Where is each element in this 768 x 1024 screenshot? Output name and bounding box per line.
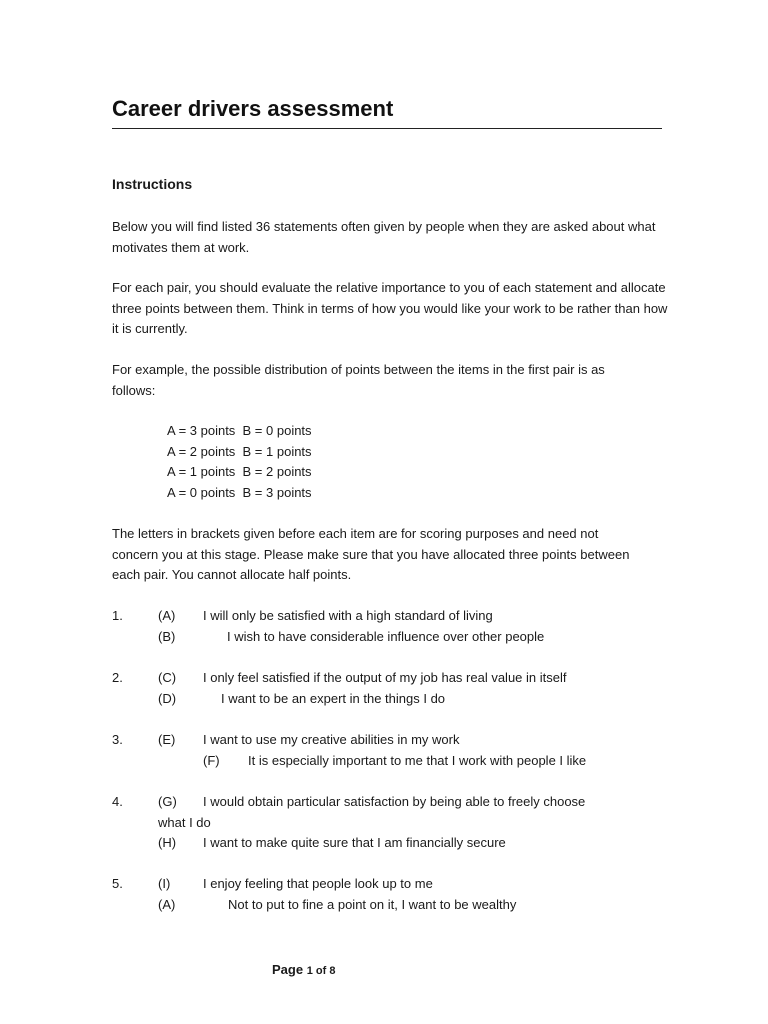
question-number: 3. xyxy=(112,732,123,747)
item-statement: I would obtain particular satisfaction by being able to freely choose xyxy=(203,794,586,809)
item-letter: (I) xyxy=(158,876,171,891)
item-statement: I wish to have considerable influence over other people xyxy=(227,628,545,644)
item-statement-continuation: what I do xyxy=(158,814,211,830)
question-4 xyxy=(112,792,672,854)
paragraph-scoring: The letters in brackets given before each item are for scoring purposes and need not concern you at this stage. Please make sure that you have allocated three points between each pair. You cannot allocate half points. xyxy=(112,526,630,582)
item-letter: (F) xyxy=(203,752,220,768)
question-3 xyxy=(112,730,672,771)
item-letter: (D) xyxy=(158,690,177,706)
item-statement: I want to use my creative abilities in my work xyxy=(203,732,460,747)
instructions-heading: Instructions xyxy=(112,176,193,192)
item-statement: I want to make quite sure that I am financially secure xyxy=(203,835,506,850)
document-title: Career drivers assessment xyxy=(112,94,662,129)
item-statement: I only feel satisfied if the output of my job has real value in itself xyxy=(203,670,567,685)
item-letter: (C) xyxy=(158,670,177,685)
question-1 xyxy=(112,606,672,647)
question-number: 2. xyxy=(112,670,123,685)
item-statement: I enjoy feeling that people look up to me xyxy=(203,876,433,891)
question-number: 5. xyxy=(112,876,123,891)
paragraph-intro: Below you will find listed 36 statements often given by people when they are asked about what motivates them at work. xyxy=(112,219,656,255)
distribution-line: A = 2 points B = 1 points xyxy=(167,443,312,459)
page-footer xyxy=(272,962,335,977)
item-letter: (A) xyxy=(158,608,176,623)
item-letter: (E) xyxy=(158,732,176,747)
paragraph-example: For example, the possible distribution of points between the items in the first pair is as follows: xyxy=(112,362,605,398)
paragraph-allocation: For each pair, you should evaluate the relative importance to you of each statement and allocate three points between them. Think in terms of how you would like your work to be rather than how it is currently. xyxy=(112,280,668,336)
item-letter: (B) xyxy=(158,628,176,644)
item-statement: I will only be satisfied with a high standard of living xyxy=(203,608,493,623)
item-letter: (H) xyxy=(158,835,177,850)
item-statement: Not to put to fine a point on it, I want to be wealthy xyxy=(228,896,517,912)
item-letter: (A) xyxy=(158,896,176,912)
distribution-line: A = 1 points B = 2 points xyxy=(167,464,312,479)
question-5 xyxy=(112,874,672,915)
question-number: 1. xyxy=(112,608,123,623)
distribution-line: A = 3 points B = 0 points xyxy=(167,423,312,438)
item-statement: It is especially important to me that I work with people I like xyxy=(248,752,587,768)
distribution-list xyxy=(167,421,312,503)
distribution-line: A = 0 points B = 3 points xyxy=(167,484,312,500)
page-number: 1 of 8 xyxy=(306,965,336,977)
item-statement: I want to be an expert in the things I do xyxy=(221,690,446,706)
question-number: 4. xyxy=(112,794,123,809)
question-2 xyxy=(112,668,672,709)
page-label: Page xyxy=(272,962,304,977)
item-letter: (G) xyxy=(158,794,177,809)
